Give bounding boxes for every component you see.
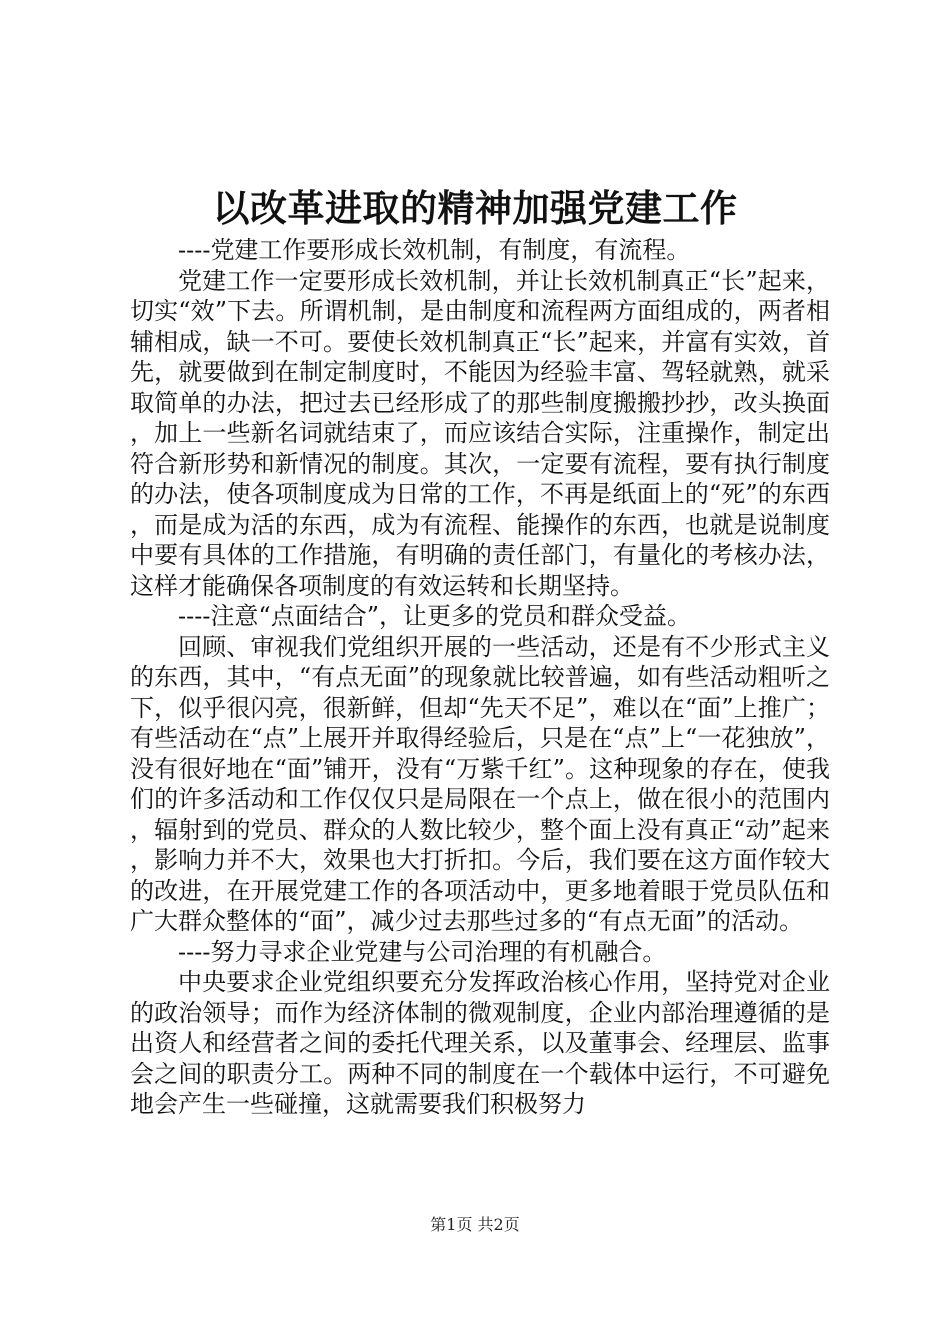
body-paragraph: 回顾、审视我们党组织开展的一些活动，还是有不少形式主义的东西，其中，“有点无面”的现象就比较普遍，如有些活动粗听之下，似乎很闪亮，很新鲜，但却“先天不足”，难以在“面”上推广；有些活动在“点”上展开并取得经验后，只是在“点”上“一花独放”，没有很好地在“面”铺开，没有“万紫千红”。这种现象的存在，使我们的许多活动和工作仅仅只是局限在一个点上，做在很小的范围内，辐射到的党员、群众的人数比较少，整个面上没有真正“动”起来，影响力并不大，效果也大打折扣。今后，我们要在这方面作较大的改进，在开展党建工作的各项活动中，更多地着眼于党员队伍和广大群众整体的“面”，减少过去那些过多的“有点无面”的活动。 bbox=[130, 632, 830, 935]
page-number-footer: 第1页 共2页 bbox=[430, 1215, 520, 1234]
section-heading: ----努力寻求企业党建与公司治理的有机融合。 bbox=[178, 937, 667, 966]
section-heading: ----注意“点面结合”，让更多的党员和群众受益。 bbox=[178, 602, 691, 630]
body-paragraph: 党建工作一定要形成长效机制，并让长效机制真正“长”起来，切实“效”下去。所谓机制，是由制度和流程两方面组成的，两者相辅相成，缺一不可。要使长效机制真正“长”起来，并富有实效，首先，就要做到在制定制度时，不能因为经验丰富、驾轻就熟，就采取简单的办法，把过去已经形成了的那些制度搬搬抄抄，改头换面，加上一些新名词就结束了，而应该结合实际，注重操作，制定出符合新形势和新情况的制度。其次，一定要有流程，要有执行制度的办法，使各项制度成为日常的工作，不再是纸面上的“死”的东西，而是成为活的东西，成为有流程、能操作的东西，也就是说制度中要有具体的工作措施，有明确的责任部门，有量化的考核办法，这样才能确保各项制度的有效运转和长期坚持。 bbox=[130, 266, 830, 600]
document-body bbox=[130, 235, 830, 1120]
document-title: 以改革进取的精神加强党建工作 bbox=[212, 186, 738, 230]
section-heading: ----党建工作要形成长效机制，有制度，有流程。 bbox=[178, 236, 691, 264]
body-paragraph: 中央要求企业党组织要充分发挥政治核心作用，坚持党对企业的政治领导；而作为经济体制的微观制度，企业内部治理遵循的是出资人和经营者之间的委托代理关系，以及董事会、经理层、监事会之间的职责分工。两种不同的制度在一个载体中运行，不可避免地会产生一些碰撞，这就需要我们积极努力 bbox=[130, 968, 830, 1118]
